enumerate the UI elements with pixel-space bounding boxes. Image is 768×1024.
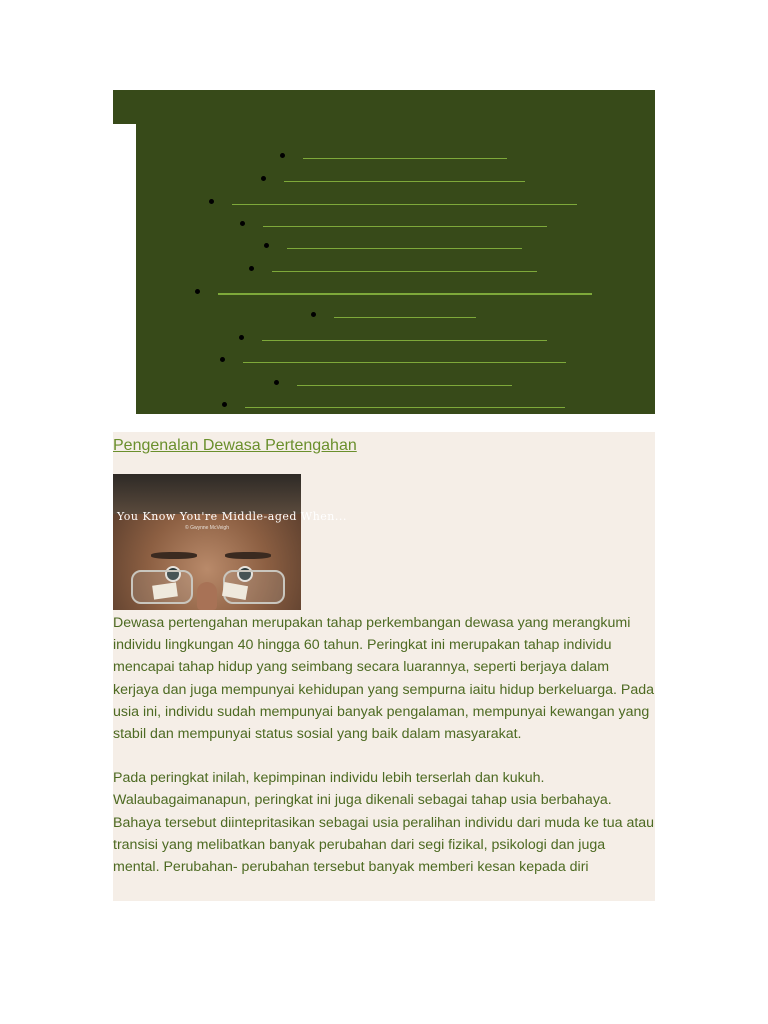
nav-list-item (264, 240, 526, 252)
nav-list-item (249, 263, 541, 275)
nav-list-item (220, 354, 570, 366)
navigation-panel-notch (113, 124, 136, 415)
nav-list-item (195, 286, 595, 298)
image-caption: You Know You're Middle-aged When... (117, 510, 347, 523)
bullet-icon (249, 266, 254, 271)
nav-list-item (311, 309, 479, 321)
bullet-icon (264, 243, 269, 248)
nav-link[interactable] (297, 385, 512, 386)
bullet-icon (240, 221, 245, 226)
nav-list-item (239, 332, 551, 344)
article-section (113, 432, 655, 901)
article-image (113, 474, 347, 610)
image-hair (113, 474, 301, 514)
nose (197, 582, 217, 610)
left-eyebrow (151, 552, 197, 559)
nav-link[interactable] (245, 407, 565, 408)
nav-link[interactable] (232, 204, 577, 205)
nav-list-item (240, 218, 550, 230)
nav-list-item (222, 399, 570, 411)
nav-link[interactable] (218, 293, 592, 295)
image-subcaption: © Gwynne McVeigh (185, 525, 229, 531)
nav-list-item (280, 150, 510, 162)
nav-list-item (274, 377, 516, 389)
bullet-icon (222, 402, 227, 407)
article-paragraph: Dewasa pertengahan merupakan tahap perkembangan dewasa yang merangkumi individu lingkungan 40 hingga 60 tahun. Peringkat ini merupakan tahap individu mencapai tahap hidup yang seimbang secara luarannya, seperti berjaya dalam kerjaya dan juga mempunyai kehidupan yang sempurna iaitu hidup berkeluarga. Pada usia ini, individu sudah mempunyai banyak pengalaman, mempunyai kewangan yang stabil dan mempunyai status sosial yang baik dalam masyarakat. (113, 615, 655, 743)
bullet-icon (261, 176, 266, 181)
nav-link[interactable] (272, 271, 537, 272)
nav-list-item (209, 196, 579, 208)
nav-link[interactable] (243, 362, 566, 363)
nav-link[interactable] (284, 181, 525, 182)
article-title-link[interactable]: Pengenalan Dewasa Pertengahan (113, 437, 357, 454)
article-paragraph: Pada peringkat inilah, kepimpinan individu lebih terserlah dan kukuh. Walaubagaimanapun, peringkat ini juga dikenali sebagai tahap usia berbahaya. Bahaya tersebut diintepritasikan sebagai usia peralihan individu dari muda ke tua atau transisi yang melibatkan banyak perubahan dari segi fizikal, psikologi dan juga mental. Perubahan- perubahan tersebut banyak memberi kesan kepada diri (113, 770, 655, 876)
nav-link[interactable] (287, 248, 522, 249)
article-body (113, 612, 655, 900)
right-eyebrow (225, 552, 271, 559)
bullet-icon (220, 357, 225, 362)
bullet-icon (280, 153, 285, 158)
bullet-icon (209, 199, 214, 204)
nav-link[interactable] (303, 158, 507, 159)
bullet-icon (239, 335, 244, 340)
nav-link[interactable] (262, 340, 547, 341)
bullet-icon (311, 312, 316, 317)
nav-list-item (261, 173, 531, 185)
bullet-icon (274, 380, 279, 385)
nav-link[interactable] (263, 226, 547, 227)
bullet-icon (195, 289, 200, 294)
nav-link[interactable] (334, 317, 476, 318)
